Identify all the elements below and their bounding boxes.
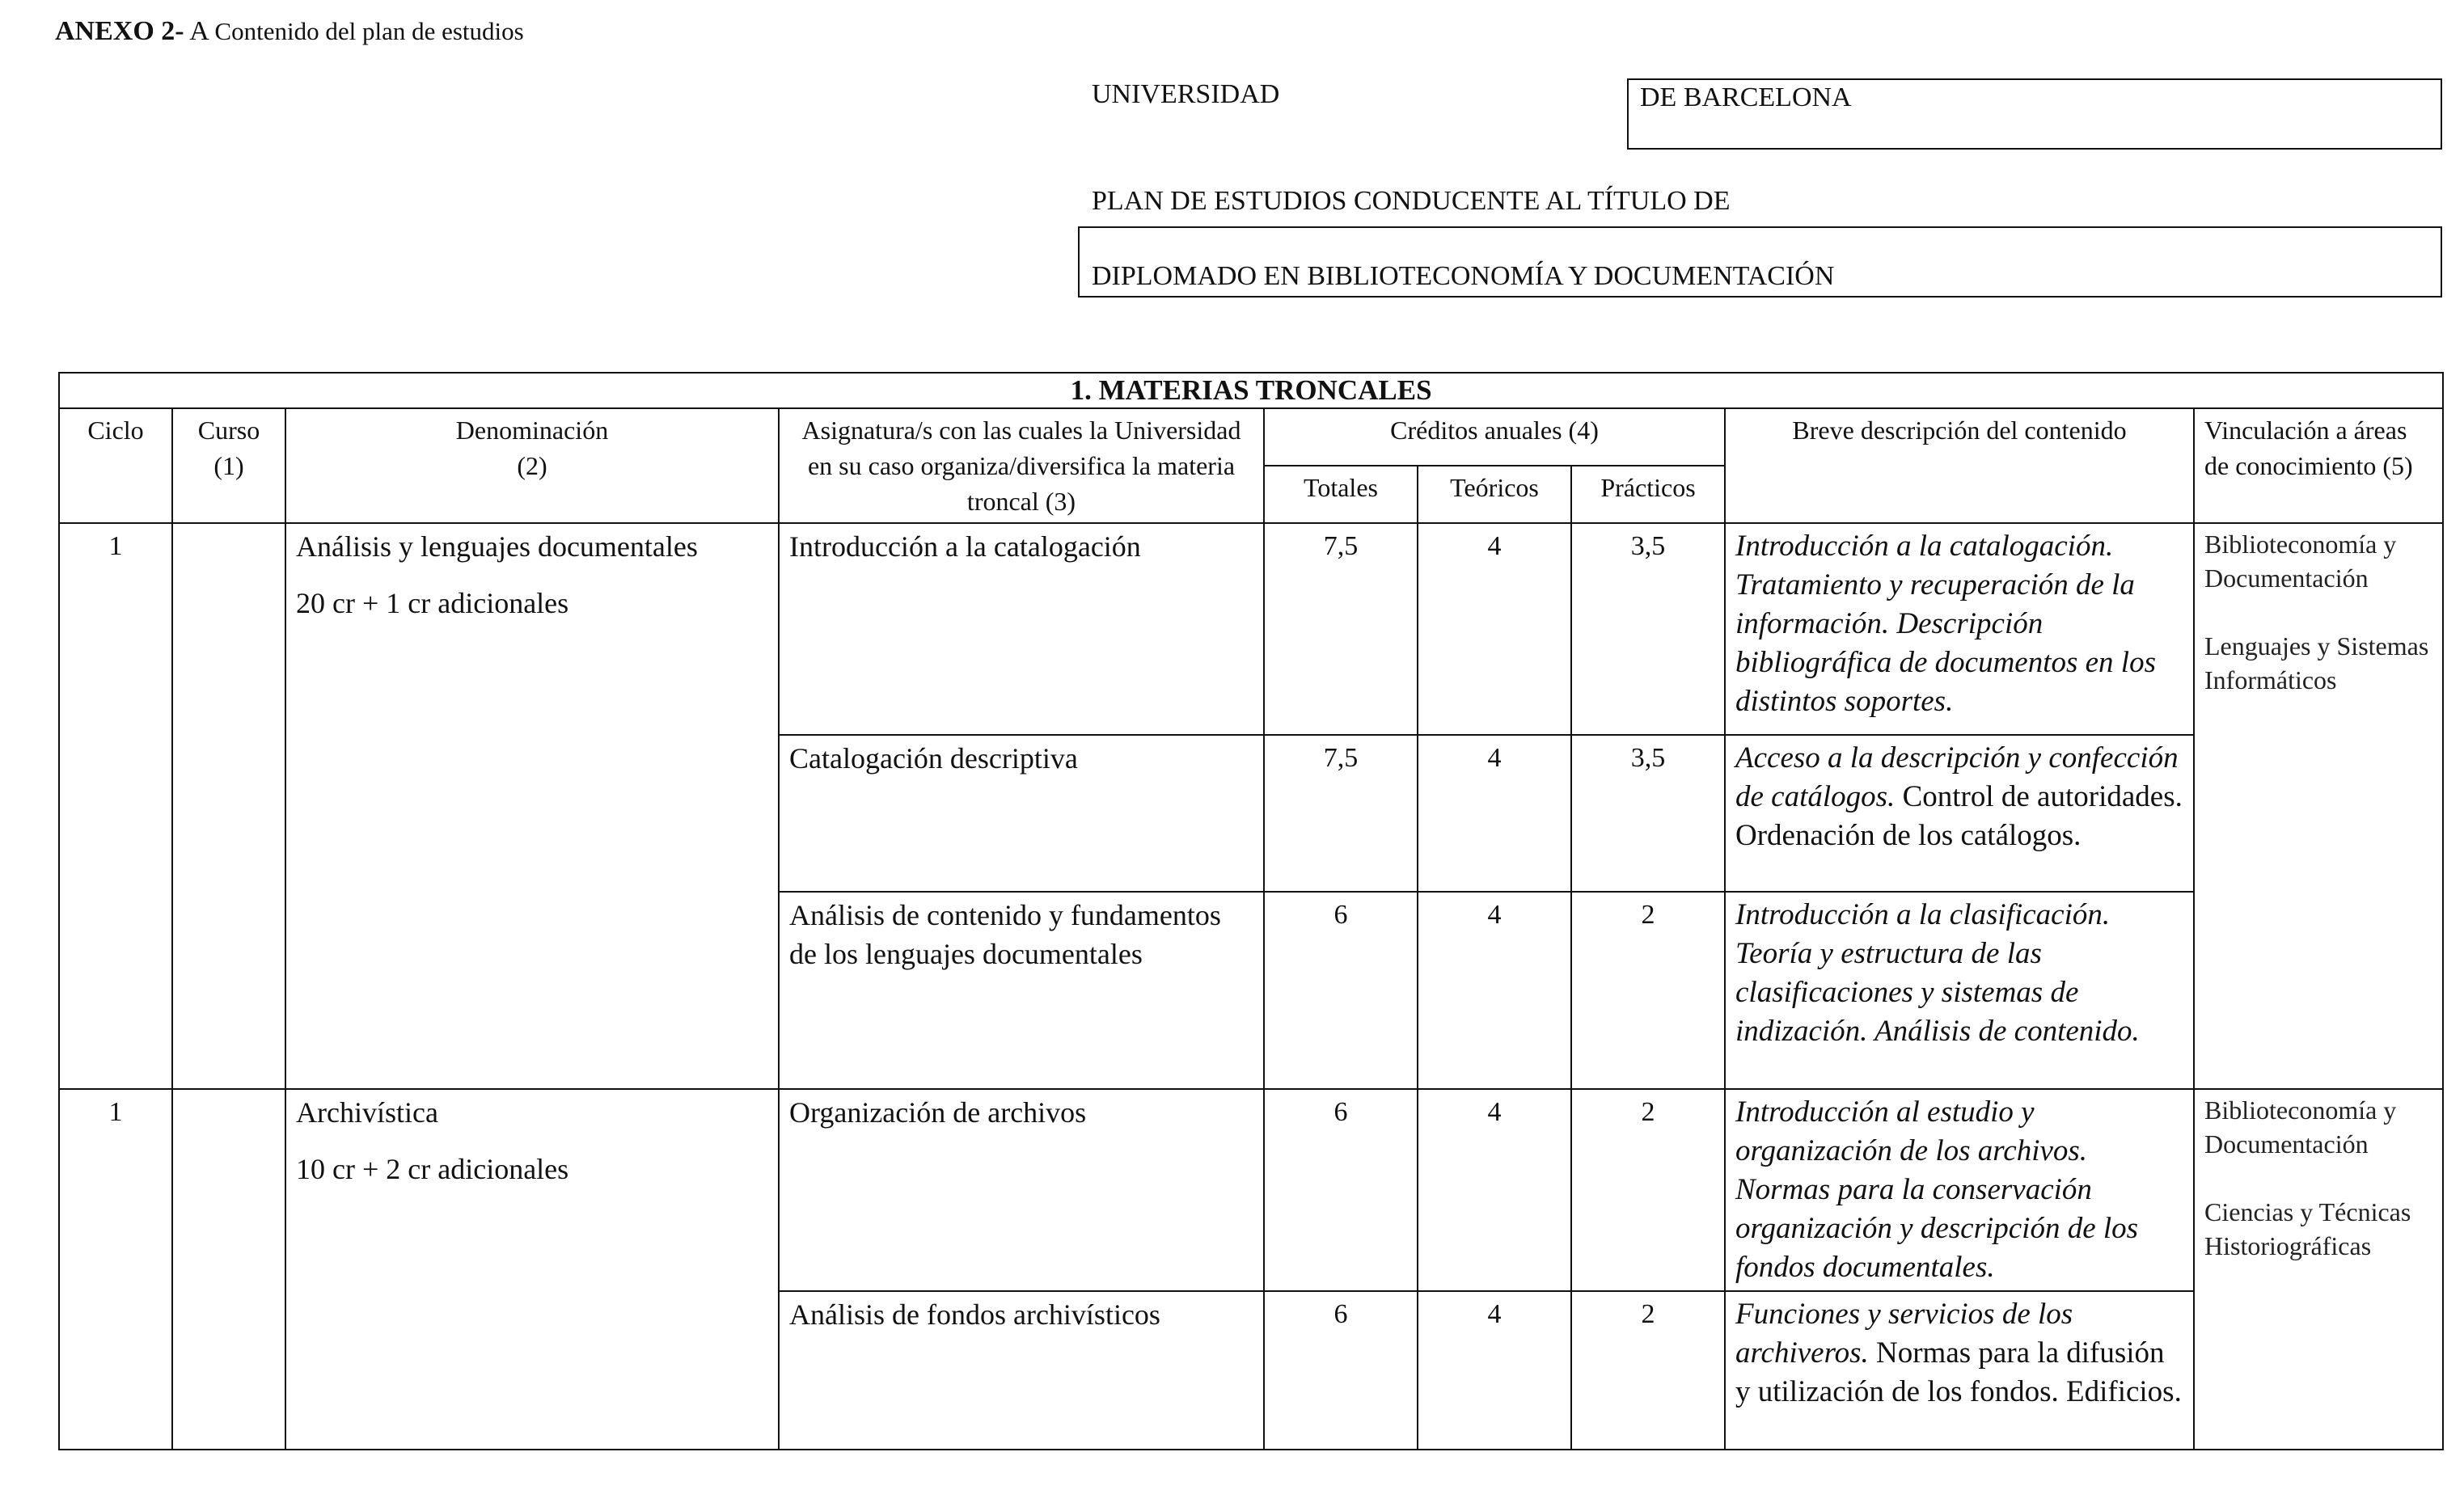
totales-cell: 6: [1264, 892, 1418, 1089]
area-item: Lenguajes y Sistemas Informáticos: [2204, 631, 2429, 694]
university-label: UNIVERSIDAD: [1092, 79, 1280, 109]
vinculacion-cell: [2194, 523, 2443, 1089]
annex-letter: A: [189, 16, 208, 46]
plan-label: PLAN DE ESTUDIOS CONDUCENTE AL TÍTULO DE: [1092, 186, 1731, 216]
area-item: Biblioteconomía y Documentación: [2204, 530, 2397, 593]
materia-name: Análisis y lenguajes documentales: [296, 530, 698, 563]
descripcion-cell: Introducción a la clasificación. Teoría y estructura de las clasificaciones y sistemas de indización. Análisis de contenido.: [1725, 892, 2194, 1089]
area-item: Biblioteconomía y Documentación: [2204, 1095, 2397, 1159]
denominacion-cell: [285, 523, 779, 1089]
practicos-cell: 2: [1571, 1291, 1725, 1450]
table-row: [59, 523, 2443, 735]
header-teoricos: Teóricos: [1418, 466, 1571, 523]
curso-cell: [172, 1089, 285, 1450]
header-descripcion: Breve descripción del contenido: [1725, 408, 2194, 523]
header-creditos: Créditos anuales (4): [1264, 408, 1725, 466]
table-row: [59, 1089, 2443, 1291]
totales-cell: 6: [1264, 1291, 1418, 1450]
materia-credits: 10 cr + 2 cr adicionales: [296, 1153, 569, 1185]
ciclo-cell: 1: [59, 523, 172, 1089]
practicos-cell: 3,5: [1571, 523, 1725, 735]
ciclo-cell: 1: [59, 1089, 172, 1450]
annex-prefix: ANEXO 2-: [55, 16, 184, 46]
asignatura-cell: Introducción a la catalogación: [779, 523, 1264, 735]
header-curso: Curso (1): [172, 408, 285, 523]
totales-cell: 6: [1264, 1089, 1418, 1291]
teoricos-cell: 4: [1418, 892, 1571, 1089]
section-title: 1. MATERIAS TRONCALES: [59, 373, 2443, 408]
university-field: DE BARCELONA: [1627, 78, 2442, 150]
header-denominacion: Denominación (2): [285, 408, 779, 523]
asignatura-cell: Análisis de fondos archivísticos: [779, 1291, 1264, 1450]
teoricos-cell: 4: [1418, 523, 1571, 735]
descripcion-cell: Introducción al estudio y organización de los archivos. Normas para la conservación organización y descripción de los fondos documentales.: [1725, 1089, 2194, 1291]
area-item: Ciencias y Técnicas Historiográficas: [2204, 1197, 2411, 1260]
header-practicos: Prácticos: [1571, 466, 1725, 523]
header-asignatura: Asignatura/s con las cuales la Universidad en su caso organiza/diversifica la materia troncal (3): [779, 408, 1264, 523]
teoricos-cell: 4: [1418, 1089, 1571, 1291]
descripcion-cell: Acceso a la descripción y confección de catálogos. Control de autoridades. Ordenación de los catálogos.: [1725, 735, 2194, 892]
materia-name: Archivística: [296, 1096, 438, 1129]
asignatura-cell: Organización de archivos: [779, 1089, 1264, 1291]
materia-credits: 20 cr + 1 cr adicionales: [296, 587, 569, 619]
practicos-cell: 2: [1571, 1089, 1725, 1291]
practicos-cell: 2: [1571, 892, 1725, 1089]
totales-cell: 7,5: [1264, 735, 1418, 892]
descripcion-cell: Introducción a la catalogación. Tratamiento y recuperación de la información. Descripción bibliográfica de documentos en los distintos soportes.: [1725, 523, 2194, 735]
degree-title-field: DIPLOMADO EN BIBLIOTECONOMÍA Y DOCUMENTACIÓN: [1078, 226, 2442, 298]
asignatura-cell: Catalogación descriptiva: [779, 735, 1264, 892]
header-totales: Totales: [1264, 466, 1418, 523]
teoricos-cell: 4: [1418, 1291, 1571, 1450]
practicos-cell: 3,5: [1571, 735, 1725, 892]
annex-heading: [55, 16, 524, 47]
vinculacion-cell: [2194, 1089, 2443, 1450]
denominacion-cell: [285, 1089, 779, 1450]
descripcion-cell: Funciones y servicios de los archiveros. Normas para la difusión y utilización de los fondos. Edificios.: [1725, 1291, 2194, 1450]
header-ciclo: Ciclo: [59, 408, 172, 523]
troncales-table: [58, 372, 2444, 1450]
totales-cell: 7,5: [1264, 523, 1418, 735]
teoricos-cell: 4: [1418, 735, 1571, 892]
curso-cell: [172, 523, 285, 1089]
asignatura-cell: Análisis de contenido y fundamentos de los lenguajes documentales: [779, 892, 1264, 1089]
annex-title: Contenido del plan de estudios: [214, 17, 524, 45]
header-vinculacion: Vinculación a áreas de conocimiento (5): [2194, 408, 2443, 523]
